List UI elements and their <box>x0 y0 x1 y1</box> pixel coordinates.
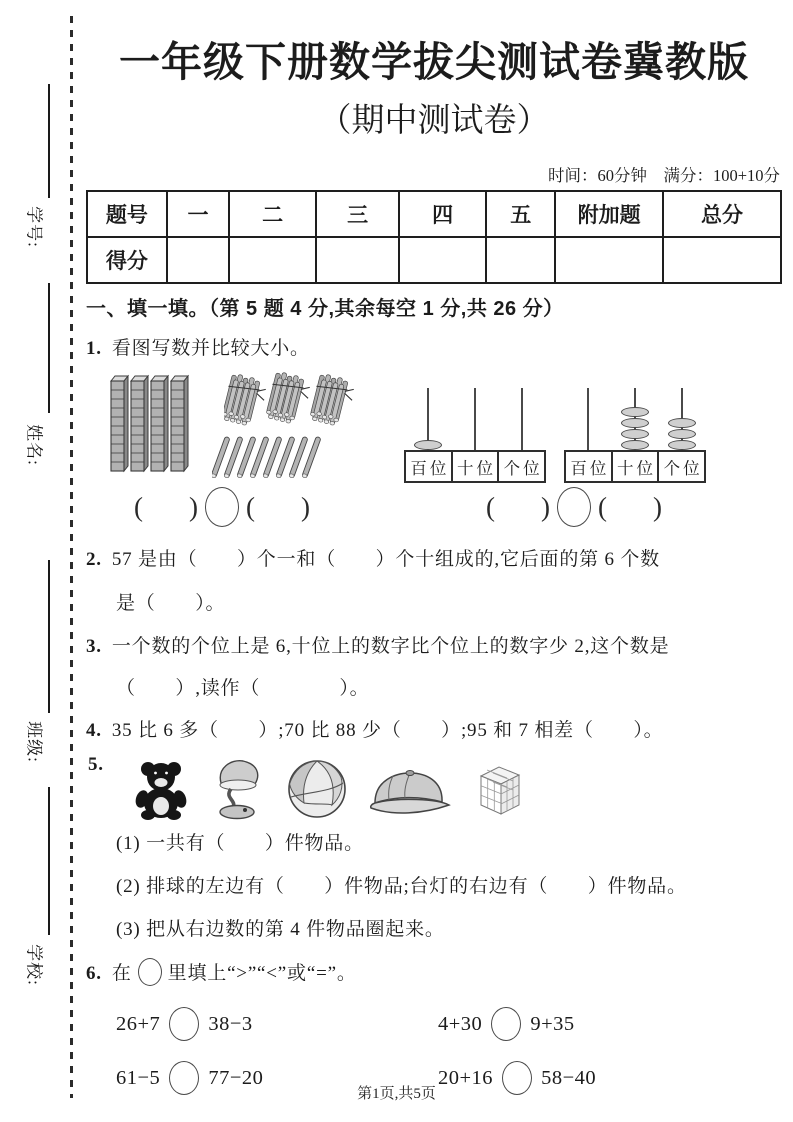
exam-title: 一年级下册数学拔尖测试卷冀教版 <box>119 39 749 85</box>
question-3 <box>86 626 782 710</box>
abacus-bead <box>621 418 649 428</box>
question-6-number: 6. <box>86 963 102 984</box>
question-3-line1: 一个数的个位上是 6,十位上的数字比个位上的数字少 2,这个数是 <box>111 636 670 657</box>
desk-lamp-icon <box>208 756 266 820</box>
rubiks-cube-icon <box>472 762 526 820</box>
baseball-cap-icon <box>368 768 452 820</box>
question-1-figure <box>86 372 782 484</box>
abacus-rod-ones <box>521 388 523 450</box>
class-label: 班级: <box>24 721 44 763</box>
hundreds-label: 百位 <box>410 459 450 478</box>
page-number: 第1页,共5页 <box>357 1086 436 1102</box>
abacus-rods <box>404 388 546 450</box>
compare-circle <box>557 487 591 527</box>
comparison-expression <box>116 1007 438 1041</box>
abacus-bead <box>621 440 649 450</box>
compare-circle <box>205 487 239 527</box>
question-2-number: 2. <box>86 549 102 570</box>
school-label: 学校: <box>24 944 44 986</box>
col-part-3: 三 <box>316 191 399 237</box>
ones-label: 个位 <box>657 452 704 481</box>
expression-right: 9+35 <box>530 1012 575 1035</box>
question-6-prefix: 在 <box>111 963 132 984</box>
compare-group-blocks <box>134 484 310 530</box>
question-4-number: 4. <box>86 720 102 741</box>
paren-open: ( <box>486 491 495 522</box>
abacus-rod-tens <box>474 388 476 450</box>
question-1 <box>86 334 782 364</box>
section-1-heading: 一、填一填。（第 5 题 4 分,其余每空 1 分,共 26 分） <box>86 298 564 320</box>
score-cell <box>399 237 486 283</box>
question-5-sub-2: (2) 排球的左边有（ ）件物品;台灯的右边有（ ）件物品。 <box>116 876 687 897</box>
compare-group-abacus <box>486 484 662 530</box>
name-label: 姓名: <box>24 424 44 466</box>
expression-right: 38−3 <box>208 1012 253 1035</box>
question-4 <box>86 716 782 746</box>
abacus-rod-hundreds <box>587 388 589 450</box>
score-cell <box>229 237 316 283</box>
score-table-header-row <box>87 191 781 237</box>
question-4-text: 35 比 6 多（ ）;70 比 88 少（ ）;95 和 7 相差（ ）。 <box>111 720 664 741</box>
place-value-cells <box>404 450 546 483</box>
volleyball-icon <box>286 758 348 820</box>
question-1-compare-row <box>86 484 782 530</box>
loose-sticks-image <box>212 434 334 482</box>
paren-close: ) <box>541 491 550 522</box>
paren-open: ( <box>246 491 255 522</box>
col-question-no: 题号 <box>87 191 167 237</box>
abacus-bead <box>621 429 649 439</box>
expression-left: 20+16 <box>438 1066 494 1089</box>
hundreds-label: 百位 <box>570 459 610 478</box>
student-id-label: 学号: <box>24 206 44 248</box>
abacus-bead <box>668 440 696 450</box>
abacus-bead <box>414 440 442 450</box>
question-2 <box>86 538 782 626</box>
question-3-number: 3. <box>86 636 102 657</box>
expression-left: 61−5 <box>116 1066 161 1089</box>
abacus-bead <box>668 429 696 439</box>
place-value-cells <box>564 450 706 483</box>
name-fill-line <box>48 283 50 413</box>
score-cell <box>316 237 399 283</box>
question-6-suffix: 里填上“>”“<”或“=”。 <box>167 963 357 984</box>
col-total: 总分 <box>663 191 781 237</box>
student-id-fill-line <box>48 84 50 198</box>
compare-circle <box>491 1007 521 1041</box>
question-5-figure <box>88 750 782 820</box>
class-fill-line <box>48 560 50 713</box>
col-part-5: 五 <box>486 191 555 237</box>
expression-right: 58−40 <box>541 1066 597 1089</box>
base-ten-rods-image <box>108 372 192 476</box>
comparison-expression <box>438 1007 782 1041</box>
expression-left: 26+7 <box>116 1012 161 1035</box>
question-2-line2: 是（ ）。 <box>116 593 226 614</box>
col-part-4: 四 <box>399 191 486 237</box>
paren-open: ( <box>598 491 607 522</box>
abacus-left <box>404 388 546 483</box>
compare-circle <box>169 1007 199 1041</box>
paren-close: ) <box>189 491 198 522</box>
score-cell <box>486 237 555 283</box>
ones-label: 个位 <box>497 452 544 481</box>
question-3-line2: （ ）,读作（ ）。 <box>116 678 370 699</box>
exam-subtitle: （期中测试卷） <box>318 103 550 139</box>
time-score-info: 时间：60分钟 满分：100+10分 <box>547 166 780 185</box>
score-cell <box>663 237 781 283</box>
question-2-line1: 57 是由（ ）个一和（ ）个十组成的,它后面的第 6 个数 <box>111 549 660 570</box>
score-row-label: 得分 <box>87 237 167 283</box>
col-part-1: 一 <box>167 191 229 237</box>
exam-content <box>86 30 782 1095</box>
question-5-sub-1: (1) 一共有（ ）件物品。 <box>116 833 364 854</box>
question-1-number: 1. <box>86 338 102 359</box>
score-cell <box>555 237 663 283</box>
col-part-2: 二 <box>229 191 316 237</box>
score-table-score-row <box>87 237 781 283</box>
question-6 <box>86 957 782 991</box>
abacus-bead <box>621 407 649 417</box>
expression-right: 77−20 <box>208 1066 264 1089</box>
abacus-right <box>564 388 706 483</box>
expression-left: 4+30 <box>438 1012 483 1035</box>
question-5-sub-3: (3) 把从右边数的第 4 件物品圈起来。 <box>116 919 445 940</box>
question-1-text: 看图写数并比较大小。 <box>111 338 310 359</box>
abacus-bead <box>668 418 696 428</box>
seal-dashed-line <box>70 16 73 1098</box>
abacus-rods <box>564 388 706 450</box>
question-5-number: 5. <box>88 754 104 775</box>
compare-circle <box>138 958 162 986</box>
paren-open: ( <box>134 491 143 522</box>
teddy-bear-icon <box>134 758 188 820</box>
school-fill-line <box>48 787 50 935</box>
score-cell <box>167 237 229 283</box>
tens-label: 十位 <box>611 452 658 481</box>
col-bonus: 附加题 <box>555 191 663 237</box>
paren-close: ) <box>301 491 310 522</box>
tens-label: 十位 <box>451 452 498 481</box>
stick-bundles-image <box>224 372 358 434</box>
paren-close: ) <box>653 491 662 522</box>
score-table <box>86 190 782 284</box>
